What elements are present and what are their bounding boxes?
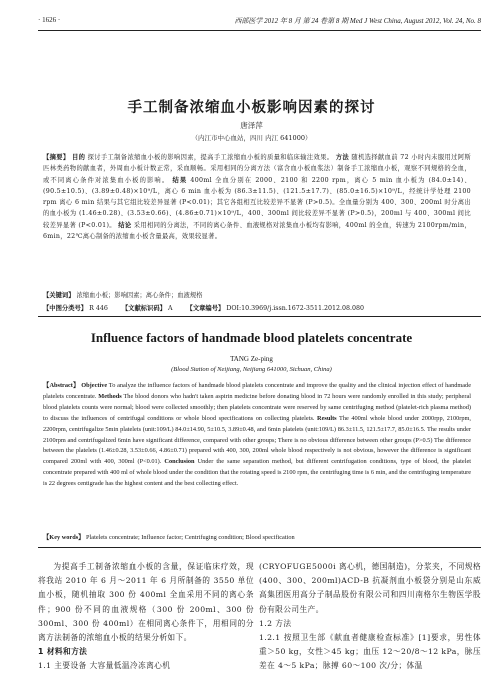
en-objective-text: To analyze the influence factors of handmade blood platelets concentrate and improve the quality and the clinical injection effect of handmade platelets concentrate. bbox=[43, 382, 472, 400]
doc-code-label: 【文献标识码】 bbox=[121, 305, 166, 312]
en-keywords-label: 【Key words】 bbox=[43, 534, 85, 541]
en-conclusion-label: Conclusion bbox=[164, 458, 195, 466]
body-left-column bbox=[38, 560, 254, 674]
running-head bbox=[38, 14, 481, 28]
class-number-value: R 446 bbox=[89, 305, 108, 312]
en-methods-text: The blood donors who hadn't taken aspirin medicine before donating blood in 72 hours were randomly enrolled in this study; peripheral blood platelets counts were normal; blood were collected smoothly; then platelets concentrate were reserved by same centrifuging method (platelet-rich plasma method) to discuss the influences of centrifugal conditions or whole blood specifications on collecting platelets. bbox=[43, 392, 471, 422]
page-number: · 1626 · bbox=[38, 16, 61, 24]
section-rule bbox=[38, 316, 481, 317]
keywords-label: 【关键词】 bbox=[43, 292, 75, 299]
article-id-value: DOI:10.3969/j.issn.1672-3511.2012.08.080 bbox=[226, 305, 365, 312]
classification-row bbox=[43, 303, 471, 312]
abstract-methods-label: 方法 bbox=[335, 154, 350, 161]
subsection-1-2: 1.2 方法 bbox=[259, 618, 292, 628]
subsection-1-1: 1.1 主要设备 大容量低温冷冻离心机 bbox=[38, 661, 171, 671]
en-objective-label: Objective bbox=[81, 382, 108, 389]
english-affiliation: (Blood Station of Neijiang, Neijiang 641000, Sichuan, China) bbox=[171, 366, 332, 373]
english-author: TANG Ze-ping bbox=[230, 355, 273, 363]
abstract-results-label: 结果 bbox=[172, 176, 188, 184]
en-methods-label: Methods bbox=[98, 392, 122, 400]
english-abstract bbox=[43, 381, 471, 490]
abstract-conclusion-label: 结论 bbox=[118, 221, 132, 229]
section-1-heading: 1 材料和方法 bbox=[38, 647, 88, 657]
abstract-results-text: 400ml 全血分别在 2000、2100 和 2200 rpm，离心 5 min 血小板为 (84.0±14)、(90.5±10.5)、(3.89±0.48)×10⁹/L，离心 6 min 血小板为 (86.3±11.5)、(121.5±17.7)、(85.0±16.5)×10⁹/L，经统计学处理 2100 rpm 离心 6 min 结果与其它组比较差异显著 (P<0.01)；其它各组相互比较差异不显著 (P>0.5)。全血量分别为 400、300、200ml 时分离出的血小板为 (1.46±0.28)、(3.53±0.66)、(4.86±0.71)×10⁹/L，400、300ml 间比较差异不显著 (P>0.5)，200ml 与 400、300ml 间比较差异显著 (P<0.01)。 bbox=[43, 176, 471, 229]
header-rule bbox=[38, 30, 481, 31]
en-keywords-text: Platelets concentrate; Influence factor; Centrifuging condition; Blood specification bbox=[86, 534, 295, 541]
en-results-label: Results bbox=[317, 414, 337, 422]
abstract-label: 【摘要】 bbox=[43, 154, 70, 161]
abstract-methods-text: 随机选择献血前 72 小时内未服用过阿斯匹林类药物的献血者，外周血小板计数正常，采血顺畅。采用相同的分离方法（富含血小板血浆法）制备手工浓缩血小板，观察不同规格的全血，或不同离心条件对浓集血小板的影响。 bbox=[43, 154, 471, 184]
english-title: Influence factors of handmade blood platelets concentrate bbox=[90, 330, 413, 345]
article-id-label: 【文章编号】 bbox=[186, 305, 225, 312]
keywords-text: 浓缩血小板；影响因素；离心条件；血液规格 bbox=[76, 292, 203, 299]
body-rule bbox=[38, 547, 481, 548]
equipment-paragraph: (CRYOFUGE5000i 离心机，德国制造)，分浆夹，不同规格(400、300、200ml)ACD-B 抗凝剂血小板袋分别是山东威高集团医用高分子制品股份有限公司和四川南格尔生物医学股份有限公司生产。 bbox=[259, 562, 481, 614]
abstract-objective-label: 目的 bbox=[71, 154, 86, 161]
chinese-author: 唐泽萍 bbox=[240, 121, 263, 130]
en-abstract-label: 【Abstract】 bbox=[43, 382, 80, 389]
abstract-conclusion-text: 采用相同的分离法，不同的离心条件、血液规格对浓集血小板均有影响，400ml 的全血，转速为 2100rpm/min，6min，22℃离心制备的浓缩血小板含量最高，效果较显著。 bbox=[43, 221, 471, 241]
doc-code-value: A bbox=[167, 305, 173, 312]
chinese-keywords bbox=[43, 290, 471, 299]
abstract-objective-text: 探讨手工制备浓缩血小板的影响因素，提高手工浓缩血小板的质量和临床输注效果。 bbox=[85, 154, 334, 161]
en-conclusion-text: Under the same separation method, but different centrifugation conditions, type of blood, the platelet concentrate prepared with 400 ml of whole blood under the condition that the rotating speed is 2100 rpm, the centrifuging time is 6 min, and the centrifuging temperature is 22 degrees centigrade has the highest content and the best collecting effect. bbox=[43, 458, 472, 488]
body-right-column bbox=[259, 560, 481, 674]
subsection-1-2-1: 1.2.1 按照卫生部《献血者健康检查标准》[1]要求，男性体重＞50 kg，女性＞45 kg；血压 12～20/8～12 kPa，脉压差在 4～5 kPa；脉搏 60～100 次/分；体温 bbox=[259, 633, 481, 671]
journal-citation: 西部医学 2012 年 8 月 第 24 卷第 8 期 Med J West China, August 2012, Vol. 24, No. 8 bbox=[234, 17, 481, 25]
intro-paragraph: 为提高手工制备浓缩血小板的含量，保证临床疗效，现将我站 2010 年 6 月～2011 年 6 月所制备的 3550 单位血小板，随机抽取 300 份 400ml 全血采用不同的离心条件；900 份不同的血液规格（300 份 200ml、300 份 300ml、300 份 400ml）在相同离心条件下，用相同的分离方法制备的浓缩血小板的结果分析如下。 bbox=[38, 562, 254, 643]
english-keywords bbox=[43, 532, 471, 541]
chinese-abstract bbox=[43, 152, 471, 242]
class-number-label: 【中图分类号】 bbox=[43, 305, 88, 312]
chinese-title: 手工制备浓缩血小板影响因素的探讨 bbox=[127, 100, 376, 116]
en-results-text: The 400ml whole blood under 2000rpp, 2100rpm, 2200rpm, centrifugalize 5min platelets (unit:109/L) 84.0±14.90, 5±10.5, 3.89±0.48, and 6min platelets (unit:109/L) 86.3±11.5, 121.5±17.7, 85.0±16.5. The results under 2100rpm and centrifugalized 6min have significant difference, compared with other groups; There is no obvious difference between other groups (P>0.5) The difference between the platelets (1.46±0.28, 3.53±0.66, 4.86±0.71) prepared with 400, 300, 200ml whole blood respectively is not obvious, however the difference is significant compared 200ml with 400, 300ml (P<0.01). bbox=[43, 414, 472, 466]
chinese-affiliation: （内江市中心血站，四川 内江 641000） bbox=[191, 134, 312, 142]
